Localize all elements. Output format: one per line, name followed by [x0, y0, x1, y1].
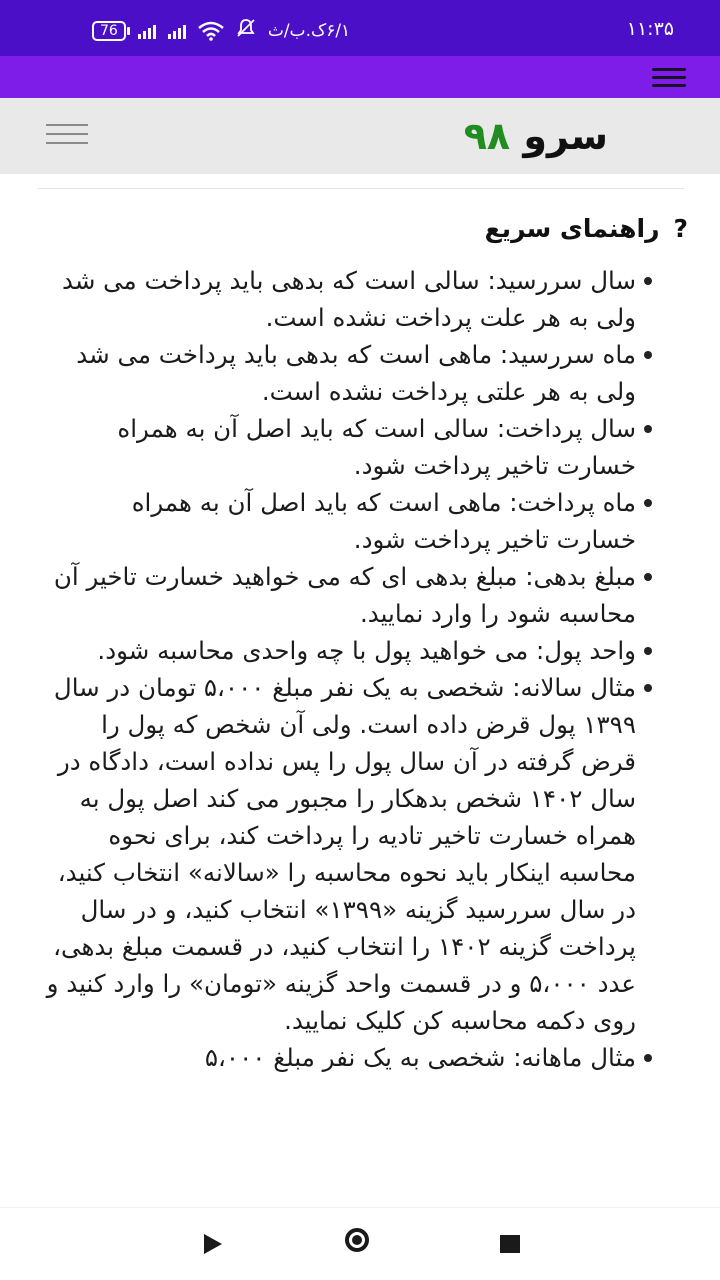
guide-list: [46, 262, 636, 1076]
back-icon[interactable]: [204, 1234, 222, 1254]
mute-icon: [236, 18, 256, 43]
guide-title-text: راهنمای سریع: [484, 214, 660, 243]
network-speed: ۶/۱ک.ب/ث: [267, 20, 351, 41]
battery-icon: 76: [92, 21, 126, 41]
list-item: واحد پول: می خواهید پول با چه واحدی محاسبه شود.: [46, 632, 636, 669]
signal-icon-2: [168, 23, 186, 39]
status-time: ۱۱:۳۵: [626, 18, 674, 40]
system-nav-bar: [0, 1208, 720, 1280]
logo-text: سرو: [523, 114, 608, 158]
guide-title: [485, 214, 688, 243]
divider: [38, 188, 684, 189]
app-menu-icon[interactable]: [652, 68, 686, 88]
list-item: سال سررسید: سالی است که بدهی باید پرداخت می شد ولی به هر علت پرداخت نشده است.: [46, 262, 636, 336]
site-logo[interactable]: [464, 114, 608, 158]
list-item: مثال سالانه: شخصی به یک نفر مبلغ ۵،۰۰۰ تومان در سال ۱۳۹۹ پول قرض داده است. ولی آن شخص که پول را قرض گرفته در آن سال پول را پس نداده است، دادگاه در سال ۱۴۰۲ شخص بدهکار را مجبور می کند اصل پول به همراه خسارت تاخیر تادیه را پرداخت کند، برای نحوه محاسبه اینکار باید نحوه محاسبه را «سالانه» انتخاب کنید، در سال سررسید گزینه «۱۳۹۹» انتخاب کنید، و در سال پرداخت گزینه ۱۴۰۲ را انتخاب کنید، در قسمت مبلغ بدهی، عدد ۵،۰۰۰ و در قسمت واحد گزینه «تومان» را وارد کنید و روی دکمه محاسبه کن کلیک نمایید.: [46, 669, 636, 1039]
list-item: مثال ماهانه: شخصی به یک نفر مبلغ ۵،۰۰۰: [46, 1039, 636, 1076]
home-icon[interactable]: [345, 1228, 369, 1252]
status-bar: [0, 0, 720, 56]
list-item: سال پرداخت: سالی است که باید اصل آن به همراه خسارت تاخیر پرداخت شود.: [46, 410, 636, 484]
wifi-icon: [198, 21, 224, 41]
site-header: [0, 98, 720, 174]
question-icon: ?: [673, 214, 688, 243]
app-bar: [0, 56, 720, 98]
list-item: ماه سررسید: ماهی است که بدهی باید پرداخت می شد ولی به هر علتی پرداخت نشده است.: [46, 336, 636, 410]
list-item: ماه پرداخت: ماهی است که باید اصل آن به همراه خسارت تاخیر پرداخت شود.: [46, 484, 636, 558]
recents-icon[interactable]: [500, 1235, 520, 1253]
list-item: مبلغ بدهی: مبلغ بدهی ای که می خواهید خسارت تاخیر آن محاسبه شود را وارد نمایید.: [46, 558, 636, 632]
logo-number: ۹۸: [463, 114, 511, 158]
hamburger-menu-icon[interactable]: [46, 124, 88, 146]
status-icons: [92, 18, 350, 43]
signal-icon: [138, 23, 156, 39]
